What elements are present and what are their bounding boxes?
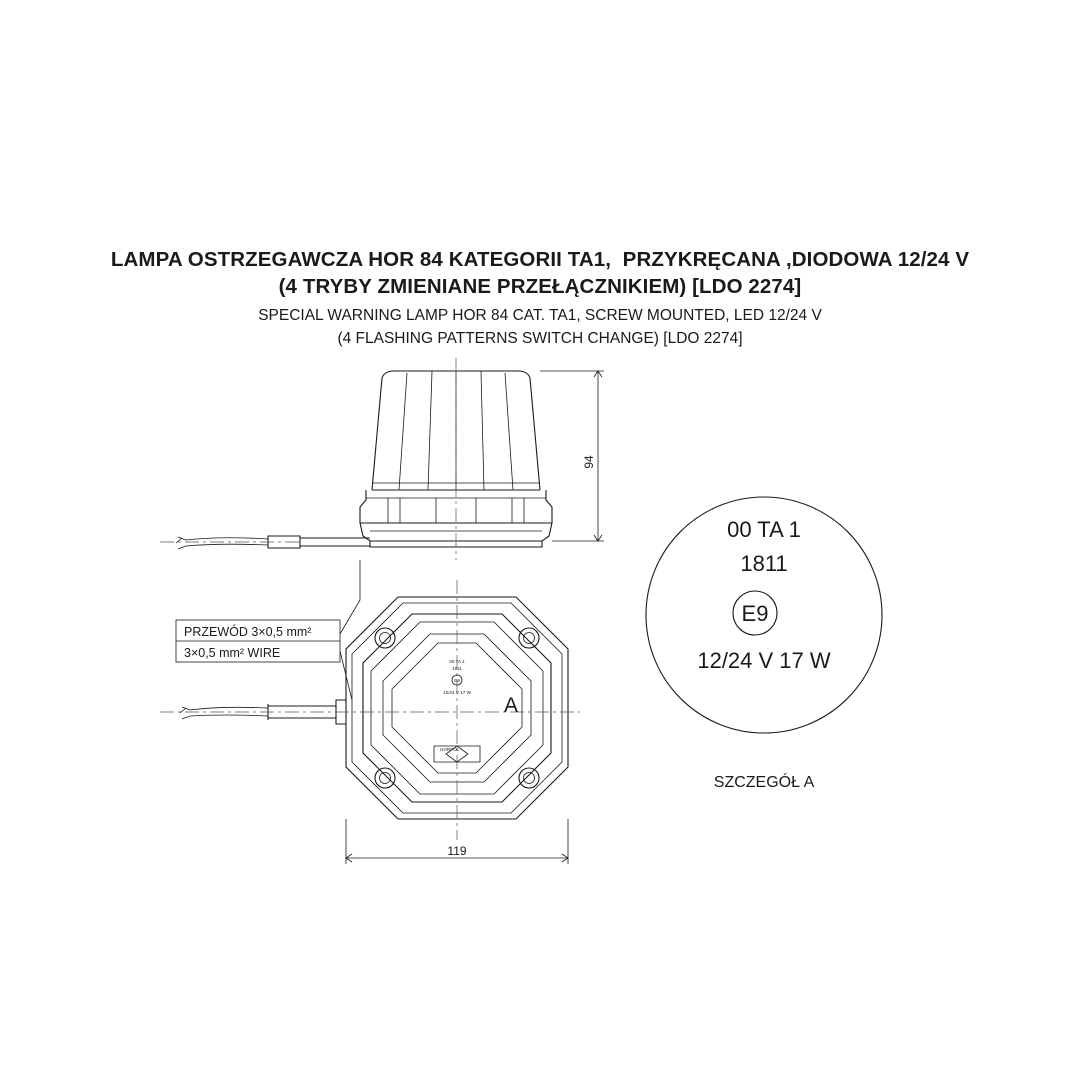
title-english-line-1: SPECIAL WARNING LAMP HOR 84 CAT. TA1, SCREW MOUNTED, LED 12/24 V bbox=[258, 307, 822, 324]
wire-note-callout bbox=[176, 560, 360, 700]
top-view-beacon bbox=[160, 580, 580, 840]
label-plate-small-rating: 12/24 V 17 W bbox=[443, 690, 471, 695]
dimension-height bbox=[540, 371, 604, 541]
label-plate-small-line1: 00 TA 1 bbox=[449, 659, 465, 664]
dimension-height-label: 94 bbox=[582, 455, 596, 469]
dimension-width-label: 119 bbox=[447, 844, 467, 858]
detail-marker-a: A bbox=[504, 694, 519, 717]
detail-a-line2: 1811 bbox=[740, 551, 788, 576]
label-plate-small-line2: 1811 bbox=[452, 666, 462, 671]
brand-logo-label: HORPOL bbox=[440, 747, 460, 752]
title-polish-line-1: LAMPA OSTRZEGAWCZA HOR 84 KATEGORII TA1, PRZYKRĘCANA ,DIODOWA 12/24 V bbox=[110, 248, 970, 271]
detail-a-view bbox=[646, 497, 882, 791]
detail-a-approval-code: E9 bbox=[741, 601, 769, 626]
detail-a-line1: 00 TA 1 bbox=[727, 517, 801, 542]
side-view-beacon bbox=[160, 358, 552, 560]
title-english-line-2: (4 FLASHING PATTERNS SWITCH CHANGE) [LDO 2274] bbox=[337, 330, 743, 347]
title-polish-line-2: (4 TRYBY ZMIENIANE PRZEŁĄCZNIKIEM) [LDO 2274] bbox=[278, 275, 802, 298]
detail-a-rating: 12/24 V 17 W bbox=[697, 648, 831, 673]
wire-note-english: 3×0,5 mm² WIRE bbox=[184, 646, 281, 660]
label-plate-small-approval: E9 bbox=[454, 678, 460, 683]
wire-note-polish: PRZEWÓD 3×0,5 mm² bbox=[184, 625, 312, 639]
detail-a-caption: SZCZEGÓŁ A bbox=[713, 774, 815, 791]
